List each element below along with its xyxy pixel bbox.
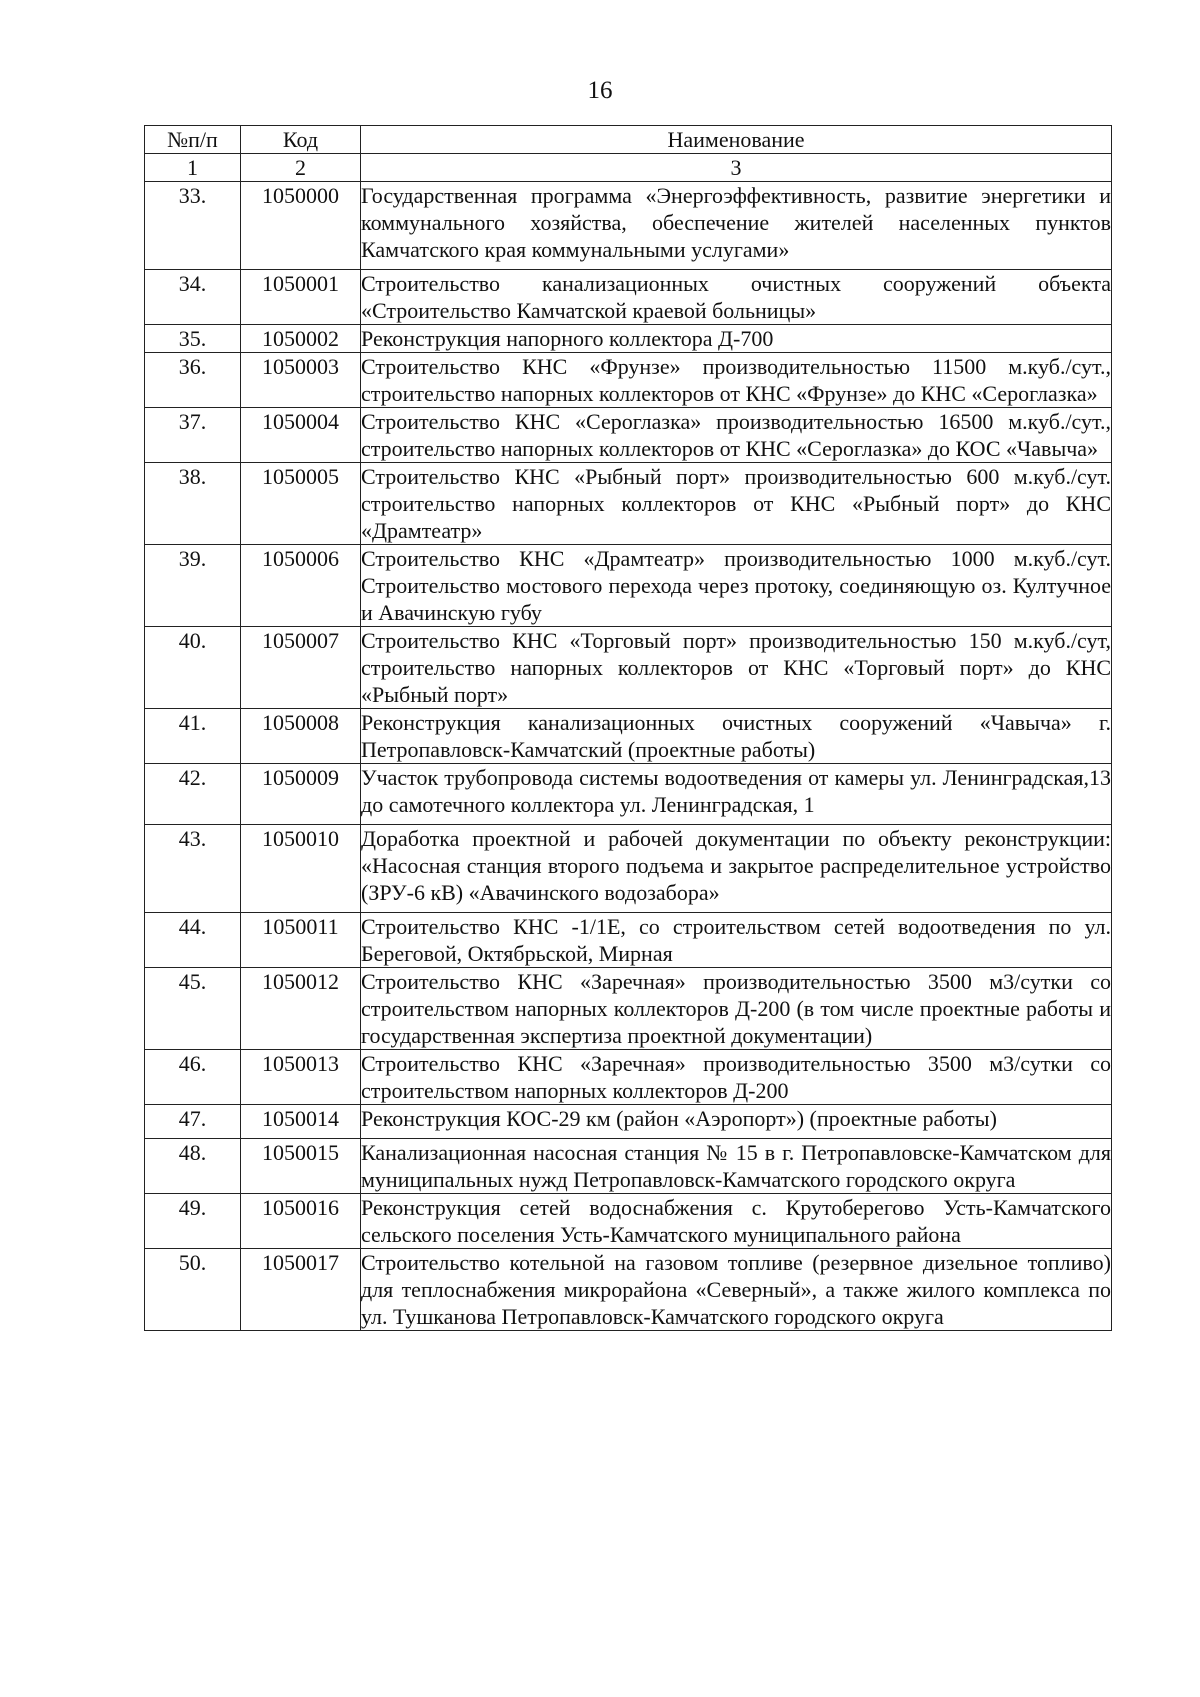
row-number: 43. bbox=[145, 825, 241, 913]
column-number-row bbox=[145, 154, 1112, 182]
row-name: Строительство КНС «Сероглазка» производительностью 16500 м.куб./сут., строительство напорных коллекторов от КНС «Сероглазка» до КОС «Чавыча» bbox=[361, 409, 1111, 461]
row-number: 34. bbox=[145, 270, 241, 325]
column-number-1: 1 bbox=[145, 154, 241, 182]
row-number: 49. bbox=[145, 1194, 241, 1249]
table-row bbox=[145, 825, 1112, 913]
row-code: 1050013 bbox=[241, 1050, 361, 1105]
row-code: 1050005 bbox=[241, 463, 361, 545]
table-row bbox=[145, 1194, 1112, 1249]
row-name: Реконструкция сетей водоснабжения с. Крутоберегово Усть-Камчатского сельского поселения Усть-Камчатского муниципального района bbox=[361, 1195, 1111, 1247]
row-name: Строительство КНС «Торговый порт» производительностью 150 м.куб./сут, строительство напорных коллекторов от КНС «Торговый порт» до КНС «Рыбный порт» bbox=[361, 628, 1111, 707]
row-number: 33. bbox=[145, 182, 241, 270]
table-row bbox=[145, 627, 1112, 709]
row-number: 42. bbox=[145, 764, 241, 825]
row-number: 40. bbox=[145, 627, 241, 709]
row-code: 1050015 bbox=[241, 1139, 361, 1194]
table-row bbox=[145, 913, 1112, 968]
table-row bbox=[145, 182, 1112, 270]
table-row bbox=[145, 270, 1112, 325]
row-number: 38. bbox=[145, 463, 241, 545]
row-name: Реконструкция канализационных очистных сооружений «Чавыча» г. Петропавловск-Камчатский (проектные работы) bbox=[361, 710, 1111, 762]
row-number: 48. bbox=[145, 1139, 241, 1194]
table-row bbox=[145, 545, 1112, 627]
table-row bbox=[145, 1139, 1112, 1194]
page-number: 16 bbox=[587, 77, 613, 104]
row-name: Доработка проектной и рабочей документации по объекту реконструкции: «Насосная станция второго подъема и закрытое распределительное устройство (ЗРУ-6 кВ) «Авачинского водозабора» bbox=[361, 825, 1112, 913]
header-code: Код bbox=[241, 126, 361, 154]
row-name: Строительство КНС «Рыбный порт» производительностью 600 м.куб./сут. строительство напорных коллекторов от КНС «Рыбный порт» до КНС «Драмтеатр» bbox=[361, 464, 1111, 543]
row-name: Реконструкция напорного коллектора Д-700 bbox=[361, 325, 1112, 353]
row-code: 1050001 bbox=[241, 270, 361, 325]
row-number: 35. bbox=[145, 325, 241, 353]
row-number: 36. bbox=[145, 353, 241, 408]
row-code: 1050010 bbox=[241, 825, 361, 913]
row-number: 47. bbox=[145, 1105, 241, 1139]
registry-table-body bbox=[145, 126, 1112, 1331]
header-name: Наименование bbox=[361, 126, 1112, 154]
row-code: 1050008 bbox=[241, 709, 361, 764]
row-name: Канализационная насосная станция № 15 в г. Петропавловске-Камчатском для муниципальных нужд Петропавловск-Камчатского городского округа bbox=[361, 1140, 1111, 1192]
row-name: Участок трубопровода системы водоотведения от камеры ул. Ленинградская,13 до самотечного коллектора ул. Ленинградская, 1 bbox=[361, 764, 1112, 825]
row-number: 45. bbox=[145, 968, 241, 1050]
row-number: 46. bbox=[145, 1050, 241, 1105]
row-name: Реконструкция КОС-29 км (район «Аэропорт») (проектные работы) bbox=[361, 1105, 1112, 1139]
row-code: 1050006 bbox=[241, 545, 361, 627]
row-number: 39. bbox=[145, 545, 241, 627]
table-row bbox=[145, 325, 1112, 353]
row-number: 44. bbox=[145, 913, 241, 968]
table-row bbox=[145, 764, 1112, 825]
row-name: Строительство КНС «Фрунзе» производительностью 11500 м.куб./сут., строительство напорных коллекторов от КНС «Фрунзе» до КНС «Сероглазка» bbox=[361, 354, 1111, 406]
row-code: 1050004 bbox=[241, 408, 361, 463]
row-code: 1050000 bbox=[241, 182, 361, 270]
row-name: Строительство КНС «Заречная» производительностью 3500 м3/сутки со строительством напорных коллекторов Д-200 bbox=[361, 1051, 1111, 1103]
table-row bbox=[145, 1105, 1112, 1139]
row-code: 1050003 bbox=[241, 353, 361, 408]
table-row bbox=[145, 353, 1112, 408]
table-row bbox=[145, 1249, 1112, 1331]
row-number: 41. bbox=[145, 709, 241, 764]
column-number-3: 3 bbox=[361, 154, 1112, 182]
row-code: 1050011 bbox=[241, 913, 361, 968]
row-name: Строительство КНС «Заречная» производительностью 3500 м3/сутки со строительством напорных коллекторов Д-200 (в том числе проектные работы и государственная экспертиза проектной документации) bbox=[361, 969, 1111, 1048]
row-name: Строительство канализационных очистных сооружений объекта «Строительство Камчатской краевой больницы» bbox=[361, 271, 1111, 323]
table-row bbox=[145, 463, 1112, 545]
row-code: 1050012 bbox=[241, 968, 361, 1050]
table-row bbox=[145, 1050, 1112, 1105]
column-number-2: 2 bbox=[241, 154, 361, 182]
table-header-row bbox=[145, 126, 1112, 154]
row-code: 1050009 bbox=[241, 764, 361, 825]
table-row bbox=[145, 709, 1112, 764]
row-code: 1050007 bbox=[241, 627, 361, 709]
header-number: №п/п bbox=[145, 126, 241, 154]
row-code: 1050016 bbox=[241, 1194, 361, 1249]
row-code: 1050002 bbox=[241, 325, 361, 353]
row-code: 1050017 bbox=[241, 1249, 361, 1331]
row-number: 50. bbox=[145, 1249, 241, 1331]
table-row bbox=[145, 408, 1112, 463]
row-name: Государственная программа «Энергоэффективность, развитие энергетики и коммунального хозяйства, обеспечение жителей населенных пунктов Камчатского края коммунальными услугами» bbox=[361, 182, 1112, 270]
row-code: 1050014 bbox=[241, 1105, 361, 1139]
registry-table bbox=[144, 125, 1112, 1331]
row-name: Строительство КНС «Драмтеатр» производительностью 1000 м.куб./сут. Строительство мостового перехода через протоку, соединяющую оз. Култучное и Авачинскую губу bbox=[361, 546, 1111, 625]
row-number: 37. bbox=[145, 408, 241, 463]
row-name: Строительство котельной на газовом топливе (резервное дизельное топливо) для теплоснабжения микрорайона «Северный», а также жилого комплекса по ул. Тушканова Петропавловск-Камчатского городского округа bbox=[361, 1250, 1111, 1329]
table-row bbox=[145, 968, 1112, 1050]
row-name: Строительство КНС -1/1Е, со строительством сетей водоотведения по ул. Береговой, Октябрьской, Мирная bbox=[361, 914, 1111, 966]
